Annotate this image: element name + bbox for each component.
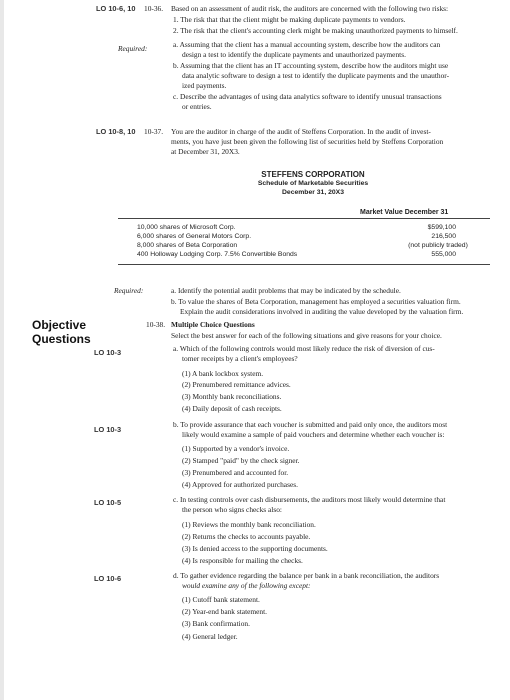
question-stem: tomer receipts by a client's employees?: [182, 354, 298, 363]
answer-option: (4) Is responsible for mailing the checks.: [182, 556, 303, 565]
requirement-text: a. Assuming that the client has a manual accounting system, describe how the auditors can: [173, 40, 441, 49]
section-title: Questions: [32, 332, 91, 346]
table-row-desc: 10,000 shares of Microsoft Corp.: [137, 224, 236, 231]
requirement-text: b. Assuming that the client has an IT accounting system, describe how the auditors might use: [173, 61, 449, 70]
answer-option: (2) Returns the checks to accounts payable.: [182, 532, 311, 541]
requirement-text: Explain the audit considerations involved in auditing the value developed by the valuation firm.: [180, 307, 464, 316]
problem-number: 10-36.: [144, 4, 164, 13]
column-header: Market Value December 31: [360, 209, 449, 216]
question-stem: b. To provide assurance that each voucher is submitted and paid only once, the auditors most: [173, 420, 448, 429]
requirement-text: b. To value the shares of Beta Corporation, management has employed a securities valuation firm.: [171, 297, 461, 306]
problem-heading: Multiple Choice Questions: [171, 320, 255, 329]
table-row-value: (not publicly traded): [408, 242, 468, 249]
table-rule: [118, 218, 490, 219]
table-row-desc: 400 Holloway Lodging Corp. 7.5% Convertible Bonds: [137, 251, 298, 258]
question-stem: the person who signs checks also:: [182, 505, 282, 514]
problem-text: Based on an assessment of audit risk, the auditors are concerned with the following two risks:: [171, 4, 449, 13]
learning-objective-label: LO 10-6, 10: [96, 4, 136, 13]
requirement-text: a. Identify the potential audit problems that may be indicated by the schedule.: [171, 286, 401, 295]
answer-option: (2) Prenumbered remittance advices.: [182, 380, 291, 389]
learning-objective-label: LO 10-5: [94, 498, 122, 507]
answer-option: (4) Approved for authorized purchases.: [182, 480, 298, 489]
answer-option: (3) Monthly bank reconciliations.: [182, 392, 282, 401]
schedule-date: December 31, 20X3: [282, 189, 344, 196]
answer-option: (3) Prenumbered and accounted for.: [182, 468, 289, 477]
table-row-value: 216,500: [431, 233, 456, 240]
requirement-text: ized payments.: [182, 81, 227, 90]
page-edge: [0, 0, 4, 700]
table-rule: [118, 264, 490, 265]
answer-option: (3) Bank confirmation.: [182, 619, 250, 628]
required-label: Required:: [114, 286, 144, 295]
learning-objective-label: LO 10-3: [94, 348, 122, 357]
answer-option: (1) Reviews the monthly bank reconciliation.: [182, 520, 316, 529]
requirement-text: or entries.: [182, 102, 212, 111]
table-row-value: 555,000: [431, 251, 456, 258]
question-stem: c. In testing controls over cash disbursements, the auditors most likely would determine that: [173, 495, 446, 504]
problem-text: You are the auditor in charge of the audit of Steffens Corporation. In the audit of invest-: [171, 127, 431, 136]
learning-objective-label: LO 10-8, 10: [96, 127, 136, 136]
answer-option: (1) Supported by a vendor's invoice.: [182, 444, 290, 453]
required-label: Required:: [118, 44, 148, 53]
question-stem: d. To gather evidence regarding the balance per bank in a bank reconciliation, the auditors: [173, 571, 440, 580]
answer-option: (3) Is denied access to the supporting documents.: [182, 544, 328, 553]
section-title: Objective: [32, 318, 87, 332]
schedule-company-name: STEFFENS CORPORATION: [261, 170, 365, 179]
answer-option: (1) A bank lockbox system.: [182, 369, 264, 378]
answer-option: (2) Stamped "paid" by the check signer.: [182, 456, 300, 465]
table-row-desc: 8,000 shares of Beta Corporation: [137, 242, 238, 249]
answer-option: (4) General ledger.: [182, 632, 238, 641]
risk-item: 1. The risk that that the client might be making duplicate payments to vendors.: [173, 15, 406, 24]
learning-objective-label: LO 10-3: [94, 425, 122, 434]
learning-objective-label: LO 10-6: [94, 574, 122, 583]
table-row-value: $599,100: [427, 224, 456, 231]
problem-text: ments, you have just been given the following list of securities held by Steffens Corporation: [171, 137, 444, 146]
answer-option: (2) Year-end bank statement.: [182, 607, 268, 616]
requirement-text: c. Describe the advantages of using data analytics software to identify unusual transactions: [173, 92, 442, 101]
requirement-text: data analytic software to design a test to identify the duplicate payments and the unauthor-: [182, 71, 450, 80]
question-stem: a. Which of the following controls would most likely reduce the risk of diversion of cus-: [173, 344, 435, 353]
answer-option: (1) Cutoff bank statement.: [182, 595, 260, 604]
question-stem: would examine any of the following except:: [182, 581, 311, 590]
schedule-title: Schedule of Marketable Securities: [257, 180, 369, 187]
risk-item: 2. The risk that the client's accounting clerk might be making unauthorized payments to himself.: [173, 26, 458, 35]
problem-number: 10-37.: [144, 127, 164, 136]
problem-text: at December 31, 20X3.: [171, 147, 240, 156]
problem-text: Select the best answer for each of the following situations and give reasons for your choice.: [171, 331, 442, 340]
question-stem: likely would examine a sample of paid vouchers and determine whether each voucher is:: [182, 430, 445, 439]
answer-option: (4) Daily deposit of cash receipts.: [182, 404, 282, 413]
requirement-text: design a test to identify the duplicate payments and unauthorized payments.: [182, 50, 406, 59]
problem-number: 10-38.: [146, 320, 166, 329]
table-row-desc: 6,000 shares of General Motors Corp.: [137, 233, 252, 240]
